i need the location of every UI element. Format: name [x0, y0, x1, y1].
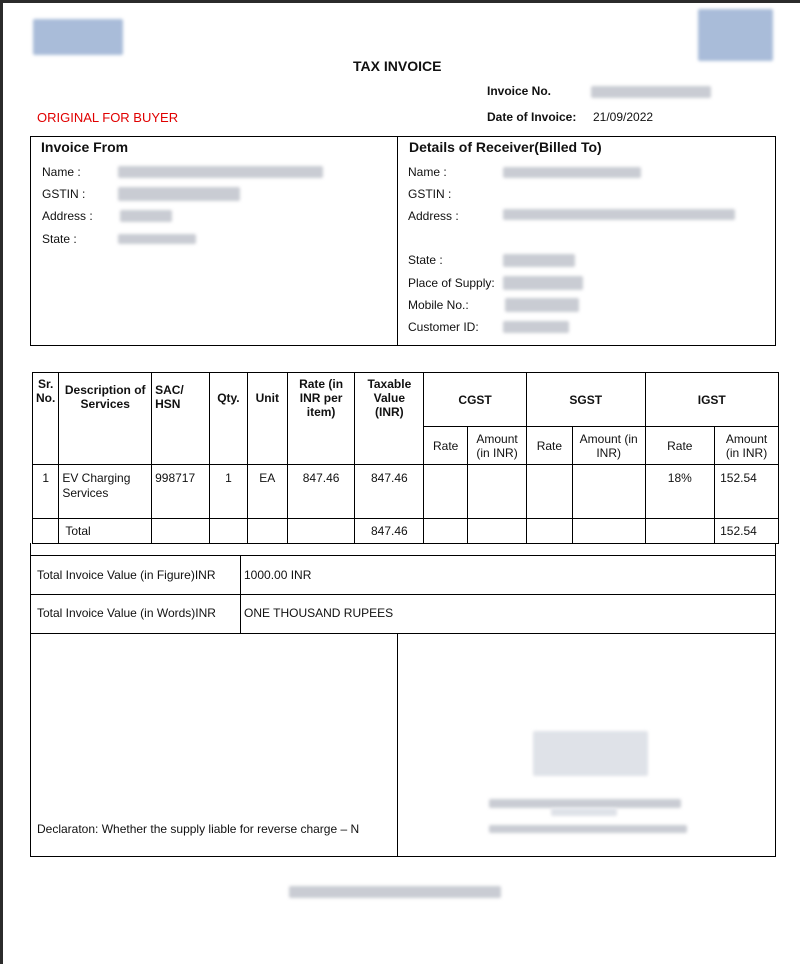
row-sgst-amount [572, 465, 645, 519]
mobile-redacted [505, 298, 579, 312]
signatory-title-redacted [551, 808, 617, 816]
cgst-rate-header: Rate [424, 427, 468, 465]
row-rate: 847.46 [287, 465, 355, 519]
table-row [33, 465, 779, 519]
items-table [32, 372, 779, 544]
total-taxable: 847.46 [355, 519, 424, 544]
from-heading: Invoice From [41, 139, 129, 155]
place-of-supply-redacted [503, 276, 583, 290]
from-state-redacted [118, 234, 196, 244]
row-igst-rate: 18% [645, 465, 715, 519]
company-logo-redacted [33, 19, 123, 55]
receiver-gstin-label: GSTIN : [408, 187, 452, 201]
parties-divider [397, 136, 398, 346]
invoice-date-label: Date of Invoice: [487, 110, 577, 124]
row-sac: 998717 [152, 465, 210, 519]
receiver-address-redacted [503, 209, 735, 220]
igst-amount-header: Amount (in INR) [715, 427, 779, 465]
receiver-address-label: Address : [408, 209, 459, 223]
row-unit: EA [247, 465, 287, 519]
total-igst-amount: 152.54 [715, 519, 779, 544]
total-figure-value: 1000.00 INR [244, 568, 312, 582]
total-figure-label: Total Invoice Value (in Figure)INR [37, 568, 216, 582]
brand-logo-redacted [698, 9, 773, 61]
col-unit-header: Unit [247, 373, 287, 465]
receiver-state-label: State : [408, 253, 443, 267]
row-sgst-rate [526, 465, 572, 519]
col-desc-header: Description of Services [59, 373, 152, 465]
mobile-label: Mobile No.: [408, 298, 469, 312]
receiver-name-redacted [503, 167, 641, 178]
invoice-page [3, 3, 800, 964]
from-gstin-redacted [118, 187, 240, 201]
sgst-amount-header: Amount (in INR) [572, 427, 645, 465]
invoice-no-redacted [591, 86, 711, 98]
total-row [33, 519, 779, 544]
col-qty-header: Qty. [209, 373, 247, 465]
total-words-value: ONE THOUSAND RUPEES [244, 606, 394, 620]
invoice-title: TAX INVOICE [353, 58, 442, 74]
sgst-rate-header: Rate [526, 427, 572, 465]
declaration-text: Declaraton: Whether the supply liable for reverse charge – N [37, 822, 360, 836]
col-sac-header: SAC/ HSN [152, 373, 210, 465]
col-cgst-header: CGST [424, 373, 527, 427]
total-words-label: Total Invoice Value (in Words)INR [37, 606, 216, 620]
col-sr-header: Sr. No. [33, 373, 59, 465]
from-gstin-label: GSTIN : [42, 187, 86, 201]
col-igst-header: IGST [645, 373, 778, 427]
from-name-redacted [118, 166, 323, 178]
from-address-redacted [120, 210, 172, 222]
invoice-no-label: Invoice No. [487, 84, 552, 98]
from-state-label: State : [42, 232, 77, 246]
row-cgst-amount [468, 465, 527, 519]
col-rate-header: Rate (in INR per item) [287, 373, 355, 465]
place-of-supply-label: Place of Supply: [408, 276, 495, 290]
invoice-date-value: 21/09/2022 [593, 110, 654, 124]
col-taxable-header: Taxable Value (INR) [355, 373, 424, 465]
from-address-label: Address : [42, 209, 93, 223]
footer-text-redacted [289, 886, 501, 898]
signature-redacted [533, 731, 648, 776]
customer-id-label: Customer ID: [408, 320, 479, 334]
row-qty: 1 [209, 465, 247, 519]
row-igst-amount: 152.54 [715, 465, 779, 519]
receiver-state-redacted [503, 254, 575, 267]
row-cgst-rate [424, 465, 468, 519]
receiver-name-label: Name : [408, 165, 447, 179]
customer-id-redacted [503, 321, 569, 333]
row-sr: 1 [33, 465, 59, 519]
signatory-name-redacted [489, 799, 681, 808]
col-sgst-header: SGST [526, 373, 645, 427]
igst-rate-header: Rate [645, 427, 715, 465]
copy-label: ORIGINAL FOR BUYER [37, 110, 179, 125]
row-desc: EV Charging Services [59, 465, 152, 519]
from-name-label: Name : [42, 165, 81, 179]
receiver-heading: Details of Receiver(Billed To) [409, 139, 602, 155]
row-taxable: 847.46 [355, 465, 424, 519]
cgst-amount-header: Amount (in INR) [468, 427, 527, 465]
signatory-company-redacted [489, 825, 687, 833]
total-label: Total [59, 519, 152, 544]
